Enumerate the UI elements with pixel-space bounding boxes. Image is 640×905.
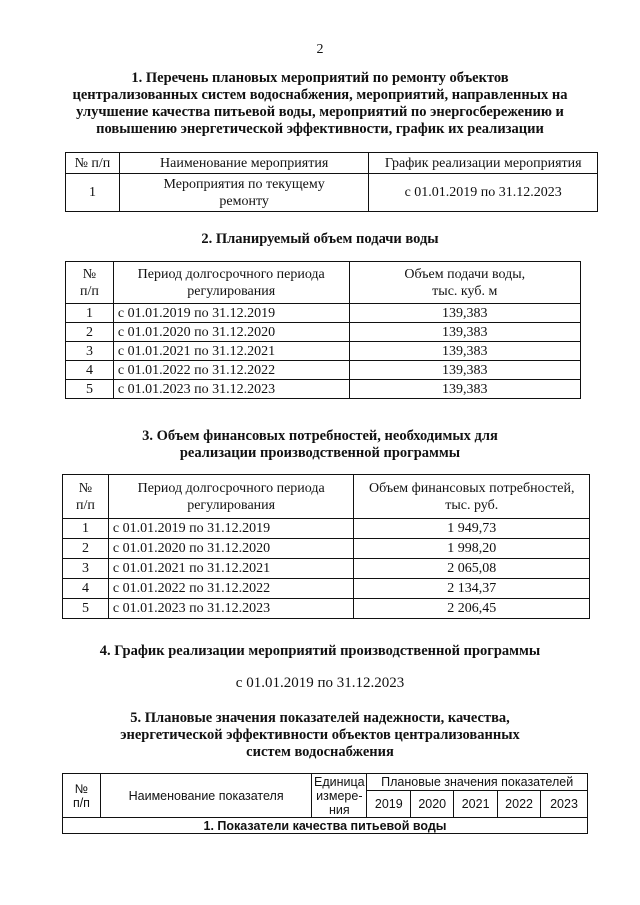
header-num: № п/п xyxy=(66,153,120,174)
row-period: с 01.01.2023 по 31.12.2023 xyxy=(113,380,349,399)
header-num-line: п/п xyxy=(76,497,95,513)
table-row xyxy=(66,174,598,212)
table-row xyxy=(63,599,590,619)
row-period: с 01.01.2022 по 31.12.2022 xyxy=(108,579,354,599)
section1-heading xyxy=(40,70,600,138)
table-row xyxy=(66,323,581,342)
row-value: 139,383 xyxy=(349,304,581,323)
row-value: 1 949,73 xyxy=(354,519,590,539)
header-num xyxy=(66,262,114,304)
table-row xyxy=(66,304,581,323)
section5-heading-line: систем водоснабжения xyxy=(246,744,394,760)
header-name: Наименование мероприятия xyxy=(119,153,369,174)
header-planned-values: Плановые значения показателей xyxy=(367,774,588,791)
subsection-title: 1. Показатели качества питьевой воды xyxy=(63,818,588,834)
header-period-line: Период долгосрочного периода xyxy=(137,480,325,496)
section3-heading-line: реализации производственной программы xyxy=(179,445,461,461)
section5-heading-line: энергетической эффективности объектов централизованных xyxy=(120,727,520,743)
row-value: 139,383 xyxy=(349,342,581,361)
section4-heading: 4. График реализации мероприятий производственной программы xyxy=(99,643,541,659)
row-period: с 01.01.2019 по 31.12.2019 xyxy=(108,519,354,539)
header-year: 2022 xyxy=(498,791,541,818)
section3-heading xyxy=(40,428,600,462)
section5-heading xyxy=(40,710,600,761)
header-indicator-name: Наименование показателя xyxy=(100,774,311,818)
header-num-line: п/п xyxy=(72,795,90,810)
row-period: с 01.01.2022 по 31.12.2022 xyxy=(113,361,349,380)
header-value xyxy=(349,262,581,304)
row-name-line: ремонту xyxy=(219,193,269,209)
table-row xyxy=(66,342,581,361)
header-num-line: № xyxy=(78,480,93,496)
header-value-line: тыс. куб. м xyxy=(432,283,498,299)
row-value: 139,383 xyxy=(349,380,581,399)
header-value-line: тыс. руб. xyxy=(445,497,499,513)
row-num: 5 xyxy=(63,599,109,619)
header-schedule: График реализации мероприятия xyxy=(369,153,598,174)
row-num: 1 xyxy=(66,174,120,212)
table-row xyxy=(66,380,581,399)
row-value: 1 998,20 xyxy=(354,539,590,559)
row-value: 139,383 xyxy=(349,361,581,380)
row-name-line: Мероприятия по текущему xyxy=(163,176,325,192)
header-num xyxy=(63,774,101,818)
header-period xyxy=(113,262,349,304)
header-num xyxy=(63,475,109,519)
row-num: 4 xyxy=(66,361,114,380)
section5-table xyxy=(62,773,588,834)
row-value: 139,383 xyxy=(349,323,581,342)
header-unit-line: ния xyxy=(329,802,350,817)
section1-heading-line: 1. Перечень плановых мероприятий по ремонту объектов xyxy=(131,70,509,86)
row-period: с 01.01.2023 по 31.12.2023 xyxy=(108,599,354,619)
table-header-row xyxy=(63,475,590,519)
row-num: 5 xyxy=(66,380,114,399)
row-period: с 01.01.2020 по 31.12.2020 xyxy=(113,323,349,342)
header-num-line: п/п xyxy=(80,283,99,299)
row-period: с 01.01.2019 по 31.12.2019 xyxy=(113,304,349,323)
section5-heading-line: 5. Плановые значения показателей надежности, качества, xyxy=(130,710,510,726)
header-value-line: Объем финансовых потребностей, xyxy=(368,480,575,496)
section1-heading-line: повышению энергетической эффективности, график их реализации xyxy=(96,121,544,137)
section2-table xyxy=(65,261,581,399)
row-num: 2 xyxy=(66,323,114,342)
table-header-row xyxy=(66,262,581,304)
header-year: 2020 xyxy=(411,791,454,818)
row-name xyxy=(119,174,369,212)
table-row xyxy=(66,361,581,380)
row-value: 2 134,37 xyxy=(354,579,590,599)
row-num: 4 xyxy=(63,579,109,599)
header-year: 2019 xyxy=(367,791,411,818)
header-period-line: Период долгосрочного периода xyxy=(137,266,325,282)
row-num: 1 xyxy=(63,519,109,539)
header-unit-line: измере- xyxy=(316,788,363,803)
table-row xyxy=(63,519,590,539)
row-num: 1 xyxy=(66,304,114,323)
section4-period: с 01.01.2019 по 31.12.2023 xyxy=(235,675,405,691)
row-value: 2 206,45 xyxy=(354,599,590,619)
section1-heading-line: централизованных систем водоснабжения, мероприятий, направленных на xyxy=(72,87,568,103)
page-number: 2 xyxy=(316,42,324,57)
table-header-row xyxy=(63,774,588,791)
header-year: 2021 xyxy=(454,791,498,818)
row-num: 3 xyxy=(63,559,109,579)
header-unit xyxy=(312,774,367,818)
header-unit-line: Единица xyxy=(314,774,365,789)
row-period: с 01.01.2020 по 31.12.2020 xyxy=(108,539,354,559)
table-row xyxy=(63,559,590,579)
header-num-line: № xyxy=(74,781,89,796)
header-num-line: № xyxy=(82,266,97,282)
header-period-line: регулирования xyxy=(187,497,276,513)
row-period: с 01.01.2021 по 31.12.2021 xyxy=(108,559,354,579)
section3-heading-line: 3. Объем финансовых потребностей, необходимых для xyxy=(142,428,498,444)
section1-table xyxy=(65,152,598,212)
header-period-line: регулирования xyxy=(187,283,276,299)
table-subsection-row xyxy=(63,818,588,834)
section1-heading-line: улучшение качества питьевой воды, мероприятий по энергосбережению и xyxy=(76,104,564,120)
header-value xyxy=(354,475,590,519)
header-value-line: Объем подачи воды, xyxy=(404,266,526,282)
header-period xyxy=(108,475,354,519)
section3-table xyxy=(62,474,590,619)
table-row xyxy=(63,539,590,559)
table-header-row xyxy=(66,153,598,174)
table-row xyxy=(63,579,590,599)
section2-heading: 2. Планируемый объем подачи воды xyxy=(201,231,439,247)
row-num: 3 xyxy=(66,342,114,361)
row-schedule: с 01.01.2019 по 31.12.2023 xyxy=(369,174,598,212)
row-period: с 01.01.2021 по 31.12.2021 xyxy=(113,342,349,361)
header-year: 2023 xyxy=(541,791,588,818)
row-num: 2 xyxy=(63,539,109,559)
row-value: 2 065,08 xyxy=(354,559,590,579)
